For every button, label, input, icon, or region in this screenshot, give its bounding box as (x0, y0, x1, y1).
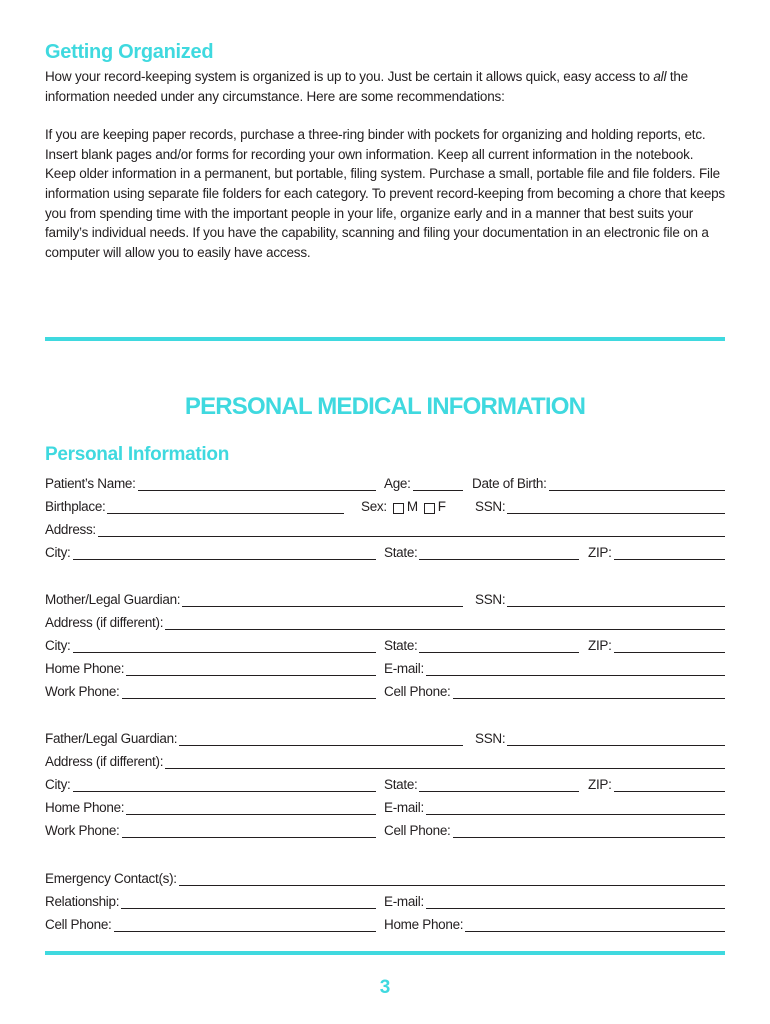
mother-state-field[interactable]: State: (384, 633, 579, 653)
form-page (45, 0, 725, 1024)
father-work-phone-field[interactable]: Work Phone: (45, 818, 376, 838)
age-field[interactable]: Age: (384, 471, 463, 491)
zip-field[interactable]: ZIP: (588, 540, 725, 560)
page-title: PERSONAL MEDICAL INFORMATION (184, 393, 586, 420)
form-row (45, 912, 725, 932)
form-row (45, 679, 725, 699)
father-email-field[interactable]: E-mail: (384, 795, 725, 815)
father-city-field[interactable]: City: (45, 772, 376, 792)
emergency-contacts-field[interactable]: Emergency Contact(s): (45, 866, 725, 886)
father-guardian-field[interactable]: Father/Legal Guardian: (45, 726, 463, 746)
section-divider (45, 337, 725, 341)
mother-ssn-field[interactable]: SSN: (475, 587, 725, 607)
form-row (45, 587, 725, 607)
form-row (45, 889, 725, 909)
city-field[interactable]: City: (45, 540, 376, 560)
getting-organized-heading: Getting Organized (45, 41, 214, 63)
intro-paragraph-1: How your record-keeping system is organized is up to you. Just be certain it allows quick, easy access to all the information needed under any circumstance. Here are some recommendations: (45, 69, 688, 104)
ssn-field[interactable]: SSN: (475, 494, 725, 514)
emergency-email-field[interactable]: E-mail: (384, 889, 725, 909)
mother-cell-phone-field[interactable]: Cell Phone: (384, 679, 725, 699)
relationship-field[interactable]: Relationship: (45, 889, 376, 909)
father-zip-field[interactable]: ZIP: (588, 772, 725, 792)
form-row (45, 471, 725, 491)
sex-male-checkbox[interactable] (393, 503, 404, 514)
state-field[interactable]: State: (384, 540, 579, 560)
father-home-phone-field[interactable]: Home Phone: (45, 795, 376, 815)
mother-work-phone-field[interactable]: Work Phone: (45, 679, 376, 699)
mother-home-phone-field[interactable]: Home Phone: (45, 656, 376, 676)
patient-name-field[interactable]: Patient’s Name: (45, 471, 376, 491)
sex-checkboxes: Sex: M F (361, 499, 446, 514)
father-address-field[interactable]: Address (if different): (45, 749, 725, 769)
mother-city-field[interactable]: City: (45, 633, 376, 653)
form-row (45, 633, 725, 653)
form-row (45, 494, 725, 514)
father-cell-phone-field[interactable]: Cell Phone: (384, 818, 725, 838)
mother-address-field[interactable]: Address (if different): (45, 610, 725, 630)
form-row (45, 749, 725, 769)
father-state-field[interactable]: State: (384, 772, 579, 792)
form-row (45, 772, 725, 792)
father-ssn-field[interactable]: SSN: (475, 726, 725, 746)
intro-text (45, 67, 725, 262)
form-row (45, 726, 725, 746)
date-of-birth-field[interactable]: Date of Birth: (472, 471, 725, 491)
page-number: 3 (379, 977, 391, 998)
mother-guardian-field[interactable]: Mother/Legal Guardian: (45, 587, 463, 607)
intro-paragraph-2: If you are keeping paper records, purchase a three-ring binder with pockets for organizing and holding reports, etc. Insert blank pages and/or forms for recording your own information. Keep all current information in the notebook. Keep older information in a permanent, but portable, filing system. Purchase a small, portable file and file folders. File information using separate file folders for each category. To prevent record-keeping from becoming a chore that keeps you from spending time with the important people in your life, organize early and in a manner that best suits your family’s individual needs. If you have the capability, scanning and filing your documentation in an electronic file on a computer will allow you to easily have access. (45, 127, 725, 260)
form-row (45, 656, 725, 676)
emergency-home-phone-field[interactable]: Home Phone: (384, 912, 725, 932)
form-row (45, 795, 725, 815)
personal-information-heading: Personal Information (45, 444, 230, 465)
mother-zip-field[interactable]: ZIP: (588, 633, 725, 653)
form-row (45, 818, 725, 838)
section-divider (45, 951, 725, 955)
mother-email-field[interactable]: E-mail: (384, 656, 725, 676)
form-row (45, 540, 725, 560)
emergency-cell-phone-field[interactable]: Cell Phone: (45, 912, 376, 932)
form-row (45, 517, 725, 537)
sex-female-checkbox[interactable] (424, 503, 435, 514)
birthplace-field[interactable]: Birthplace: (45, 494, 344, 514)
form-row (45, 866, 725, 886)
form-row (45, 610, 725, 630)
address-field[interactable]: Address: (45, 517, 725, 537)
